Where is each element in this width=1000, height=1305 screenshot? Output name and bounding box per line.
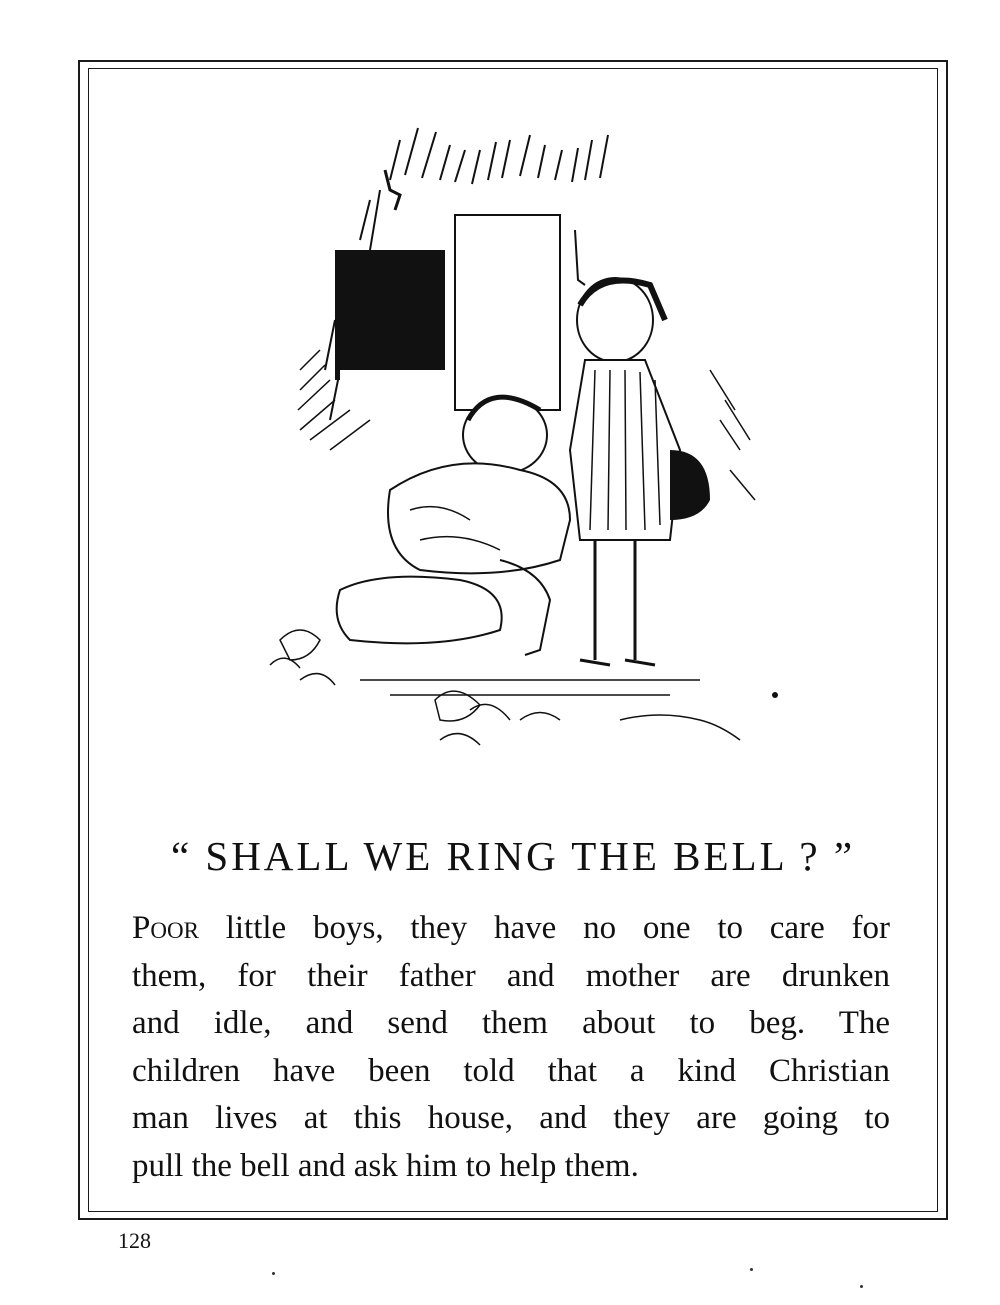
paragraph-line-5: man lives at this house, and they are going to	[132, 1100, 890, 1136]
bell-handle	[575, 230, 585, 285]
paragraph-line-3: and idle, and send them about to beg. The	[132, 1005, 890, 1041]
print-speck	[272, 1272, 275, 1275]
engraving-illustration	[240, 120, 800, 810]
paragraph-line-6: pull the bell and ask him to help them.	[132, 1147, 639, 1184]
bell-pull	[385, 170, 400, 210]
foliage-and-ground	[270, 630, 740, 745]
ink-dot	[772, 692, 778, 698]
paragraph-line-1-rest: little boys, they have no one to care for	[198, 910, 890, 946]
paragraph-line-1	[132, 905, 890, 953]
print-speck	[750, 1268, 753, 1271]
paragraph-line-2: them, for their father and mother are drunken	[132, 957, 890, 994]
story-paragraph	[132, 905, 890, 1190]
paragraph-lead-word: Poor	[132, 910, 199, 946]
girl-standing	[570, 278, 710, 665]
stone-block	[337, 577, 502, 644]
basket	[670, 450, 710, 520]
boy-seated	[337, 397, 570, 655]
illustration-caption: “ SHALL WE RING THE BELL ? ”	[170, 833, 856, 879]
dark-doorway	[335, 250, 445, 380]
paragraph-line-4: children have been told that a kind Christian	[132, 1052, 890, 1089]
door-panel	[455, 215, 560, 410]
print-speck	[860, 1285, 863, 1288]
doorway-step	[340, 370, 450, 385]
children-at-door-engraving	[240, 120, 800, 810]
page-number: 128	[118, 1228, 151, 1253]
